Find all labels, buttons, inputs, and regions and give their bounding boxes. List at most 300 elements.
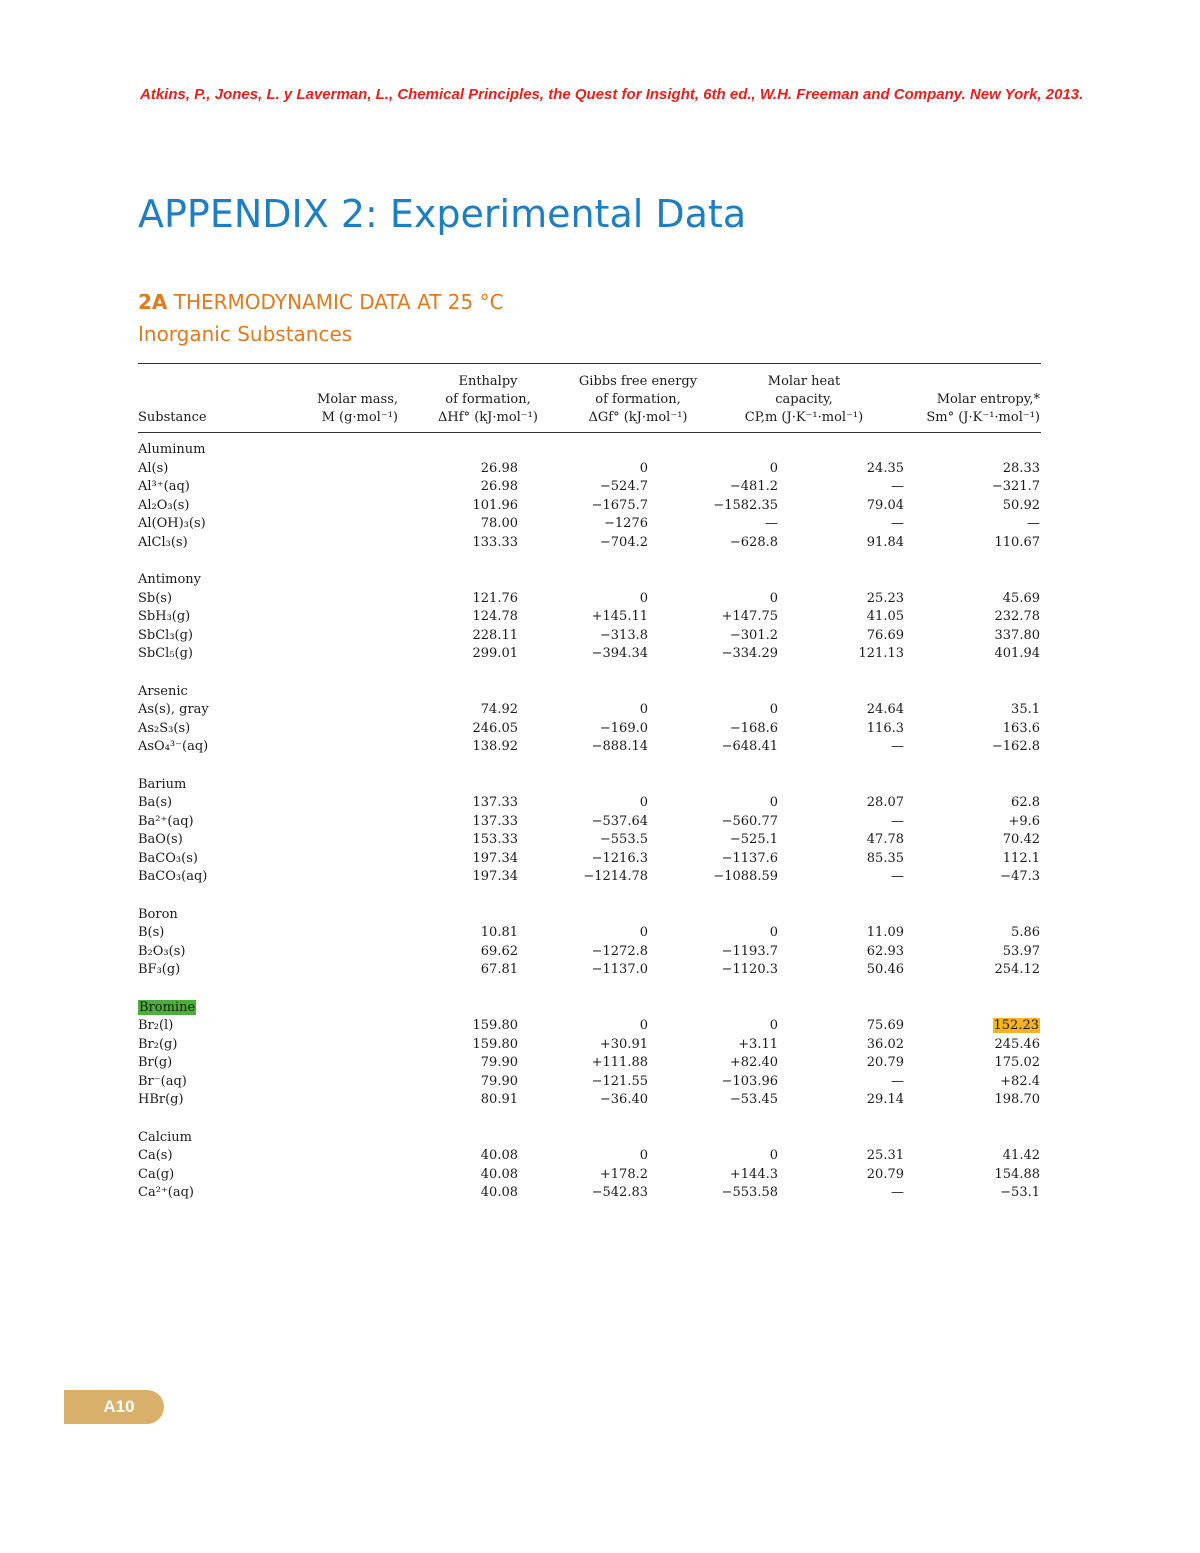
cell-value: —: [765, 516, 778, 531]
cell-value: +145.11: [591, 609, 648, 624]
enthalpy-cell: [508, 943, 648, 962]
table-row: [138, 1091, 1041, 1110]
heat-capacity-cell: [770, 1036, 904, 1055]
gibbs-cell: [638, 924, 778, 943]
header-heat-capacity: Molar heat capacity, CP,m (J·K⁻¹·mol⁻¹): [744, 374, 864, 425]
substance-cell: [138, 813, 194, 832]
heat-capacity-cell: [770, 794, 904, 813]
cell-value: 40.08: [480, 1148, 518, 1163]
substance-cell: [138, 943, 185, 962]
molar-mass-cell: [378, 813, 518, 832]
group-name: Calcium: [138, 1129, 192, 1145]
enthalpy-cell: [508, 701, 648, 720]
group-name: Bromine: [139, 999, 196, 1015]
group-title: [138, 999, 1041, 1018]
cell-value: 0: [769, 460, 778, 476]
table-row: [138, 1184, 1041, 1203]
cell-value: −394.34: [591, 646, 648, 661]
cell-value: −334.29: [721, 646, 778, 661]
cell-value: −1137.6: [721, 850, 778, 866]
cell-value: 79.90: [480, 1055, 518, 1070]
cell-value: 80.91: [480, 1092, 518, 1107]
cell-value: Br(g): [138, 1055, 173, 1070]
cell-value: 5.86: [1011, 925, 1040, 940]
substance-cell: [138, 590, 172, 609]
table-row: [138, 627, 1041, 646]
cell-value: AlCl₃(s): [138, 534, 188, 550]
group-title: [138, 571, 1041, 590]
enthalpy-cell: [508, 868, 648, 887]
cell-value: 28.07: [866, 795, 904, 810]
table-row: [138, 738, 1041, 757]
entropy-cell: [900, 738, 1040, 757]
cell-value: −169.0: [599, 720, 648, 736]
group-name: Boron: [138, 906, 178, 922]
cell-value: 69.62: [480, 943, 518, 959]
entropy-cell: [900, 1166, 1040, 1185]
enthalpy-cell: [508, 1054, 648, 1073]
cell-value: 0: [639, 590, 648, 606]
molar-mass-cell: [378, 460, 518, 479]
cell-value: 41.05: [866, 609, 904, 624]
table-row: [138, 720, 1041, 739]
molar-mass-cell: [378, 924, 518, 943]
gibbs-cell: [638, 813, 778, 832]
molar-mass-cell: [378, 1036, 518, 1055]
cell-value: Al₂O₃(s): [138, 497, 190, 513]
molar-mass-cell: [378, 720, 518, 739]
cell-value: 40.08: [480, 1166, 518, 1182]
subsection-title: Inorganic Substances: [138, 322, 353, 346]
cell-value: BaCO₃(aq): [138, 869, 208, 884]
cell-value: Ca(g): [138, 1166, 175, 1182]
cell-value: −53.1: [1000, 1185, 1040, 1200]
header-molar-mass: Molar mass, M (g·mol⁻¹): [317, 392, 398, 425]
cell-value: Ca(s): [138, 1148, 173, 1163]
enthalpy-cell: [508, 645, 648, 664]
cell-value: —: [891, 1073, 904, 1089]
enthalpy-cell: [508, 1036, 648, 1055]
cell-value: 36.02: [866, 1036, 904, 1052]
cell-value: 254.12: [994, 962, 1040, 977]
enthalpy-cell: [508, 534, 648, 553]
heat-capacity-cell: [770, 868, 904, 887]
cell-value: +3.11: [738, 1036, 778, 1052]
molar-mass-cell: [378, 1073, 518, 1092]
cell-value: 0: [769, 702, 778, 717]
group-title: [138, 776, 1041, 795]
cell-value: As(s), gray: [138, 702, 209, 717]
molar-mass-cell: [378, 794, 518, 813]
cell-value: 53.97: [1002, 943, 1040, 959]
entropy-cell: [900, 590, 1040, 609]
entropy-cell: [900, 831, 1040, 850]
entropy-cell: [900, 1073, 1040, 1092]
section-title: THERMODYNAMIC DATA AT 25 °C: [173, 290, 504, 314]
group-title: [138, 906, 1041, 925]
group-name: Antimony: [138, 572, 202, 587]
entropy-cell: [900, 794, 1040, 813]
molar-mass-cell: [378, 1017, 518, 1036]
cell-value: 91.84: [866, 534, 904, 550]
enthalpy-cell: [508, 460, 648, 479]
header-substance: Substance: [138, 410, 207, 425]
cell-value: 25.23: [866, 590, 904, 606]
substance-cell: [138, 1017, 173, 1036]
substance-cell: [138, 831, 183, 850]
table-row: [138, 1017, 1041, 1036]
cell-value: 245.46: [994, 1036, 1040, 1052]
cell-value: 70.42: [1002, 832, 1040, 847]
cell-value: B₂O₃(s): [138, 943, 186, 959]
heat-capacity-cell: [770, 1073, 904, 1092]
molar-mass-cell: [378, 1054, 518, 1073]
cell-value: 40.08: [480, 1185, 518, 1200]
heat-capacity-cell: [770, 460, 904, 479]
cell-value: +147.75: [721, 609, 778, 624]
cell-value: As₂S₃(s): [138, 720, 191, 736]
cell-value: —: [891, 1185, 904, 1200]
entropy-cell: [900, 1184, 1040, 1203]
cell-value: 401.94: [994, 646, 1040, 661]
cell-value: Al(s): [138, 460, 169, 476]
heat-capacity-cell: [770, 515, 904, 534]
cell-value: 0: [769, 590, 778, 606]
cell-value: −542.83: [591, 1185, 648, 1200]
table-row: [138, 1166, 1041, 1185]
table-row: [138, 813, 1041, 832]
cell-value: 0: [769, 1018, 778, 1033]
cell-value: −1120.3: [721, 962, 778, 977]
enthalpy-cell: [508, 924, 648, 943]
cell-value: 24.64: [866, 702, 904, 717]
substance-cell: [138, 720, 190, 739]
table-row: [138, 515, 1041, 534]
molar-mass-cell: [378, 1184, 518, 1203]
enthalpy-cell: [508, 850, 648, 869]
cell-value: −103.96: [721, 1073, 778, 1089]
table-row: [138, 590, 1041, 609]
cell-value: −1216.3: [591, 850, 648, 866]
group-title: [138, 441, 1041, 460]
gibbs-cell: [638, 1091, 778, 1110]
cell-value: Al³⁺(aq): [138, 479, 190, 494]
page-number-badge: A10: [64, 1390, 164, 1424]
table-row: [138, 868, 1041, 887]
cell-value: 337.80: [994, 627, 1040, 643]
enthalpy-cell: [508, 590, 648, 609]
enthalpy-cell: [508, 961, 648, 980]
table-row: [138, 924, 1041, 943]
substance-cell: [138, 794, 172, 813]
table-row: [138, 794, 1041, 813]
cell-value: 124.78: [472, 609, 518, 624]
cell-value: −1272.8: [591, 943, 648, 959]
element-group: [138, 1129, 1041, 1203]
cell-value: −888.14: [591, 739, 648, 754]
substance-cell: [138, 1166, 174, 1185]
heat-capacity-cell: [770, 497, 904, 516]
substance-cell: [138, 645, 193, 664]
entropy-cell: [900, 478, 1040, 497]
cell-value: 25.31: [866, 1148, 904, 1163]
substance-cell: [138, 1036, 177, 1055]
table-row: [138, 460, 1041, 479]
cell-value: Ba(s): [138, 795, 173, 810]
cell-value: 78.00: [480, 516, 518, 531]
cell-value: SbCl₃(g): [138, 627, 194, 643]
cell-value: −1276: [604, 516, 648, 531]
cell-value: Br₂(g): [138, 1036, 178, 1052]
enthalpy-cell: [508, 497, 648, 516]
gibbs-cell: [638, 943, 778, 962]
heat-capacity-cell: [770, 1091, 904, 1110]
cell-value: 137.33: [472, 795, 518, 810]
element-group: [138, 683, 1041, 757]
molar-mass-cell: [378, 943, 518, 962]
table-row: [138, 645, 1041, 664]
heat-capacity-cell: [770, 831, 904, 850]
substance-cell: [138, 868, 207, 887]
entropy-cell: [900, 943, 1040, 962]
cell-value: 47.78: [866, 832, 904, 847]
gibbs-cell: [638, 831, 778, 850]
cell-value: 232.78: [994, 609, 1040, 624]
cell-value: −628.8: [729, 534, 778, 550]
cell-value: −553.58: [721, 1185, 778, 1200]
molar-mass-cell: [378, 961, 518, 980]
molar-mass-cell: [378, 1091, 518, 1110]
entropy-cell: [900, 720, 1040, 739]
gibbs-cell: [638, 515, 778, 534]
molar-mass-cell: [378, 831, 518, 850]
heat-capacity-cell: [770, 1184, 904, 1203]
cell-value: 79.04: [866, 497, 904, 513]
cell-value: 101.96: [472, 497, 518, 513]
element-group: [138, 441, 1041, 552]
data-table: [138, 441, 1041, 1222]
entropy-cell: [900, 1054, 1040, 1073]
gibbs-cell: [638, 627, 778, 646]
cell-value: −53.45: [729, 1092, 778, 1107]
molar-mass-cell: [378, 738, 518, 757]
heat-capacity-cell: [770, 943, 904, 962]
table-top-rule: [138, 363, 1041, 364]
substance-cell: [138, 460, 168, 479]
cell-value: 228.11: [472, 627, 518, 643]
cell-value: 11.09: [866, 925, 904, 940]
cell-value: 26.98: [480, 479, 518, 494]
element-group: [138, 571, 1041, 664]
table-row: [138, 961, 1041, 980]
cell-value: 50.92: [1002, 497, 1040, 513]
gibbs-cell: [638, 1017, 778, 1036]
gibbs-cell: [638, 608, 778, 627]
enthalpy-cell: [508, 1017, 648, 1036]
gibbs-cell: [638, 850, 778, 869]
cell-value: Sb(s): [138, 590, 173, 606]
molar-mass-cell: [378, 850, 518, 869]
gibbs-cell: [638, 645, 778, 664]
table-row: [138, 1054, 1041, 1073]
heat-capacity-cell: [770, 1054, 904, 1073]
cell-value: −47.3: [1000, 869, 1040, 884]
entropy-cell: [900, 645, 1040, 664]
gibbs-cell: [638, 1184, 778, 1203]
table-row: [138, 478, 1041, 497]
substance-cell: [138, 1184, 194, 1203]
gibbs-cell: [638, 460, 778, 479]
enthalpy-cell: [508, 515, 648, 534]
enthalpy-cell: [508, 738, 648, 757]
cell-value: 175.02: [994, 1055, 1040, 1070]
heat-capacity-cell: [770, 701, 904, 720]
enthalpy-cell: [508, 1166, 648, 1185]
heat-capacity-cell: [770, 738, 904, 757]
cell-value: −1193.7: [721, 943, 778, 959]
cell-value: HBr(g): [138, 1092, 184, 1107]
cell-value: −1214.78: [583, 869, 648, 884]
cell-value: SbCl₅(g): [138, 646, 194, 661]
element-group: [138, 776, 1041, 887]
cell-value: Br₂(l): [138, 1018, 174, 1033]
heat-capacity-cell: [770, 645, 904, 664]
substance-cell: [138, 1054, 172, 1073]
cell-value: −648.41: [721, 739, 778, 754]
substance-cell: [138, 1091, 184, 1110]
gibbs-cell: [638, 794, 778, 813]
enthalpy-cell: [508, 831, 648, 850]
substance-cell: [138, 738, 208, 757]
heat-capacity-cell: [770, 478, 904, 497]
molar-mass-cell: [378, 1166, 518, 1185]
molar-mass-cell: [378, 701, 518, 720]
cell-value: +82.4: [1000, 1073, 1040, 1089]
cell-value: 24.35: [866, 460, 904, 476]
enthalpy-cell: [508, 1073, 648, 1092]
substance-cell: [138, 534, 188, 553]
table-row: [138, 497, 1041, 516]
section-heading: [138, 290, 504, 314]
table-row: [138, 943, 1041, 962]
cell-value: 121.13: [858, 646, 904, 661]
element-group: [138, 906, 1041, 980]
enthalpy-cell: [508, 1147, 648, 1166]
gibbs-cell: [638, 590, 778, 609]
cell-value: +178.2: [599, 1166, 648, 1182]
cell-value: —: [891, 869, 904, 884]
cell-value: 153.33: [472, 832, 518, 847]
gibbs-cell: [638, 868, 778, 887]
table-header-rule: [138, 432, 1041, 433]
group-name: Arsenic: [138, 683, 188, 699]
cell-value: −481.2: [729, 479, 778, 494]
entropy-cell: [900, 868, 1040, 887]
cell-value: −313.8: [599, 627, 648, 643]
cell-value: 29.14: [866, 1092, 904, 1107]
cell-value: −553.5: [599, 832, 648, 847]
cell-value: 137.33: [472, 813, 518, 829]
cell-value: 197.34: [472, 869, 518, 884]
enthalpy-cell: [508, 1091, 648, 1110]
cell-value: 62.93: [866, 943, 904, 959]
substance-cell: [138, 515, 206, 534]
gibbs-cell: [638, 738, 778, 757]
cell-value: +9.6: [1008, 813, 1040, 829]
cell-value: 45.69: [1002, 590, 1040, 606]
cell-value: 110.67: [994, 534, 1040, 550]
cell-value: −301.2: [729, 627, 778, 643]
element-group: [138, 999, 1041, 1110]
gibbs-cell: [638, 1073, 778, 1092]
cell-value: 62.8: [1011, 795, 1040, 810]
heat-capacity-cell: [770, 534, 904, 553]
cell-value: 299.01: [472, 646, 518, 661]
gibbs-cell: [638, 478, 778, 497]
heat-capacity-cell: [770, 1166, 904, 1185]
enthalpy-cell: [508, 1184, 648, 1203]
entropy-cell: [900, 1147, 1040, 1166]
heat-capacity-cell: [770, 627, 904, 646]
substance-cell: [138, 924, 164, 943]
cell-value: −121.55: [591, 1073, 648, 1089]
entropy-cell: [900, 813, 1040, 832]
table-row: [138, 1036, 1041, 1055]
entropy-cell: [900, 924, 1040, 943]
cell-value: −321.7: [991, 479, 1040, 494]
heat-capacity-cell: [770, 1147, 904, 1166]
cell-value: 152.23: [993, 1018, 1039, 1033]
table-row: [138, 534, 1041, 553]
group-title: [138, 683, 1041, 702]
section-code: 2A: [138, 290, 168, 314]
enthalpy-cell: [508, 813, 648, 832]
cell-value: 116.3: [866, 720, 904, 736]
entropy-cell: [900, 515, 1040, 534]
entropy-cell: [900, 1017, 1040, 1036]
cell-value: 50.46: [866, 962, 904, 977]
cell-value: 74.92: [480, 702, 518, 717]
cell-value: −537.64: [591, 813, 648, 829]
molar-mass-cell: [378, 497, 518, 516]
gibbs-cell: [638, 497, 778, 516]
cell-value: Al(OH)₃(s): [138, 516, 206, 531]
cell-value: BaCO₃(s): [138, 850, 198, 866]
cell-value: 67.81: [480, 962, 518, 977]
entropy-cell: [900, 608, 1040, 627]
cell-value: —: [891, 813, 904, 829]
table-row: [138, 701, 1041, 720]
cell-value: 0: [769, 1148, 778, 1163]
cell-value: 75.69: [866, 1018, 904, 1033]
gibbs-cell: [638, 961, 778, 980]
cell-value: 0: [769, 925, 778, 940]
cell-value: −1675.7: [591, 497, 648, 513]
cell-value: 20.79: [866, 1166, 904, 1182]
cell-value: SbH₃(g): [138, 609, 191, 624]
cell-value: —: [891, 479, 904, 494]
header-entropy: Molar entropy,* Sm° (J·K⁻¹·mol⁻¹): [926, 392, 1040, 425]
molar-mass-cell: [378, 478, 518, 497]
cell-value: 26.98: [480, 460, 518, 476]
cell-value: Ca²⁺(aq): [138, 1185, 194, 1200]
cell-value: 41.42: [1002, 1148, 1040, 1163]
substance-cell: [138, 608, 190, 627]
entropy-cell: [900, 534, 1040, 553]
molar-mass-cell: [378, 534, 518, 553]
heat-capacity-cell: [770, 850, 904, 869]
cell-value: 85.35: [866, 850, 904, 866]
